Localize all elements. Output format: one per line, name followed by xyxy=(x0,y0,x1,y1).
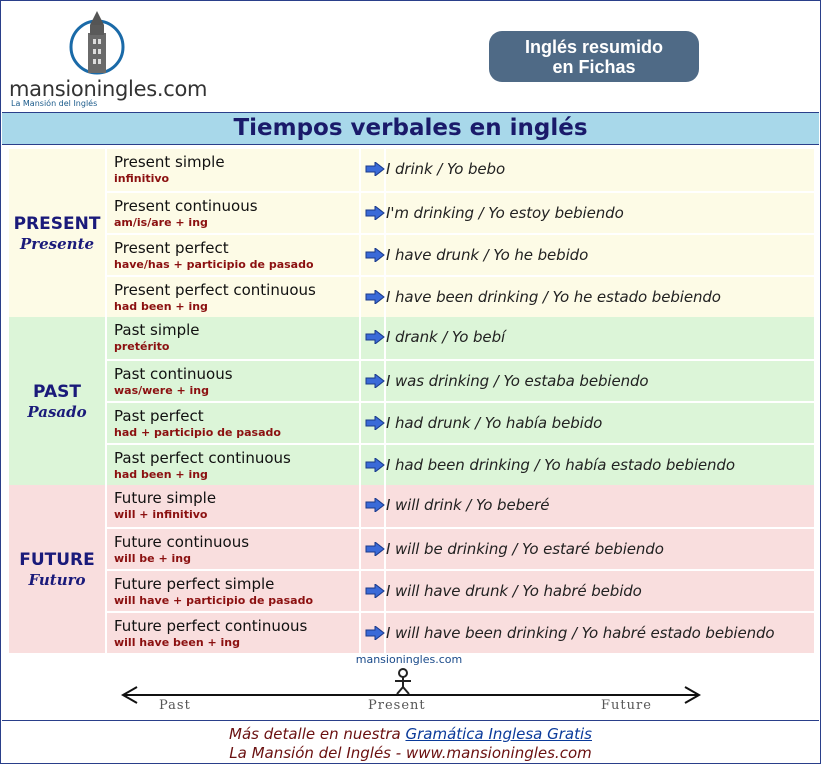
section-label-es: Futuro xyxy=(28,570,86,589)
tense-example: I will have been drinking / Yo habré estado bebiendo xyxy=(386,624,775,642)
tower-logo-icon xyxy=(67,9,131,79)
tense-row xyxy=(105,527,814,569)
tense-row xyxy=(105,611,814,653)
footer-prefix: Más detalle en nuestra xyxy=(229,725,406,743)
tense-row xyxy=(105,275,814,317)
tense-example: I will be drinking / Yo estaré bebiendo xyxy=(386,540,664,558)
arrow-right-icon xyxy=(365,458,385,472)
tense-example: I was drinking / Yo estaba bebiendo xyxy=(386,372,649,390)
arrow-right-icon xyxy=(365,498,385,512)
section-label-es: Pasado xyxy=(27,402,87,421)
tense-row xyxy=(105,191,814,233)
arrow-right-icon xyxy=(365,416,385,430)
arrow-right-icon xyxy=(365,374,385,388)
tense-formula: will be + ing xyxy=(114,552,191,565)
section-label-en: PAST xyxy=(33,381,81,402)
section-label-es: Presente xyxy=(19,234,95,253)
section-label xyxy=(9,485,105,653)
tense-row xyxy=(105,569,814,611)
tense-name: Future perfect continuous xyxy=(114,617,308,635)
tense-name: Past simple xyxy=(114,321,200,339)
tense-example: I will drink / Yo beberé xyxy=(386,496,550,514)
tense-row xyxy=(105,233,814,275)
arrow-right-icon xyxy=(365,330,385,344)
timeline-brand: mansioningles.com xyxy=(355,653,463,666)
tense-name: Future perfect simple xyxy=(114,575,275,593)
tense-formula: pretérito xyxy=(114,340,170,353)
section-future xyxy=(9,485,814,653)
arrow-right-icon xyxy=(365,584,385,598)
tense-formula: have/has + participio de pasado xyxy=(114,258,314,271)
section-present xyxy=(9,149,814,317)
tense-formula: had + participio de pasado xyxy=(114,426,281,439)
badge-line-1: Inglés resumido xyxy=(524,36,664,57)
tense-name: Present perfect xyxy=(114,239,229,257)
tense-example: I had drunk / Yo había bebido xyxy=(386,414,603,432)
timeline-label-past: Past xyxy=(159,698,191,713)
tense-formula: will + infinitivo xyxy=(114,508,208,521)
tense-name: Past continuous xyxy=(114,365,233,383)
tense-row xyxy=(105,149,814,191)
tense-example: I'm drinking / Yo estoy bebiendo xyxy=(386,204,624,222)
footer-line-1 xyxy=(1,725,820,743)
section-label xyxy=(9,317,105,485)
tense-formula: infinitivo xyxy=(114,172,170,185)
footer-line-2: La Mansión del Inglés - www.mansioningles.com xyxy=(229,744,592,762)
footer-divider xyxy=(2,720,819,721)
tense-example: I will have drunk / Yo habré bebido xyxy=(386,582,642,600)
stick-figure-icon xyxy=(395,669,411,694)
tense-row xyxy=(105,485,814,527)
tense-example: I drank / Yo bebí xyxy=(386,328,506,346)
section-past xyxy=(9,317,814,485)
logo-name[interactable]: mansioningles.com xyxy=(9,77,208,101)
tense-name: Past perfect continuous xyxy=(114,449,291,467)
tense-formula: am/is/are + ing xyxy=(114,216,208,229)
tense-formula: will have + participio de pasado xyxy=(114,594,313,607)
tense-example: I have drunk / Yo he bebido xyxy=(386,246,589,264)
section-label-en: PRESENT xyxy=(13,213,101,234)
grammar-link[interactable]: Gramática Inglesa Gratis xyxy=(405,725,592,743)
tense-name: Present simple xyxy=(114,153,225,171)
page-title: Tiempos verbales en inglés xyxy=(2,112,819,145)
tense-row xyxy=(105,401,814,443)
logo-tagline: La Mansión del Inglés xyxy=(11,99,98,108)
arrow-right-icon xyxy=(365,162,385,176)
arrow-right-icon xyxy=(365,626,385,640)
tense-row xyxy=(105,359,814,401)
tense-formula: had been + ing xyxy=(114,468,208,481)
arrow-right-icon xyxy=(365,542,385,556)
tense-name: Future continuous xyxy=(114,533,250,551)
arrow-right-icon xyxy=(365,206,385,220)
timeline-label-present: Present xyxy=(368,698,426,713)
section-label-en: FUTURE xyxy=(19,549,95,570)
badge-line-2: en Fichas xyxy=(552,56,636,77)
tense-name: Past perfect xyxy=(114,407,204,425)
tense-formula: was/were + ing xyxy=(114,384,210,397)
tense-formula: will have been + ing xyxy=(114,636,240,649)
arrow-right-icon xyxy=(365,290,385,304)
header-badge xyxy=(489,31,699,82)
tense-example: I drink / Yo bebo xyxy=(386,160,506,178)
tense-example: I had been drinking / Yo había estado bebiendo xyxy=(386,456,735,474)
arrow-right-icon xyxy=(365,248,385,262)
tense-row xyxy=(105,317,814,359)
tense-row xyxy=(105,443,814,485)
timeline-label-future: Future xyxy=(601,698,652,713)
tense-name: Present perfect continuous xyxy=(114,281,316,299)
tense-formula: had been + ing xyxy=(114,300,208,313)
tense-name: Present continuous xyxy=(114,197,258,215)
tense-name: Future simple xyxy=(114,489,217,507)
tense-example: I have been drinking / Yo he estado bebiendo xyxy=(386,288,721,306)
section-label xyxy=(9,149,105,317)
